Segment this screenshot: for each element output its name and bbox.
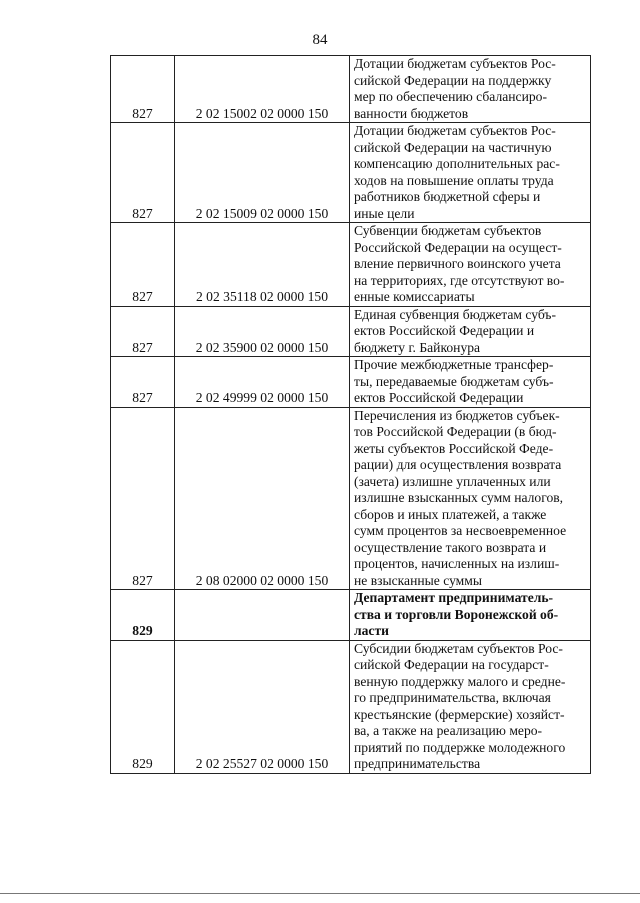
description-line: жеты субъектов Российской Феде- [354, 440, 554, 456]
revenue-description-cell [350, 123, 591, 223]
table-row [111, 223, 591, 307]
table-row [111, 123, 591, 223]
description-line: сийской Федерации на поддержку [354, 72, 552, 88]
revenue-description-cell [350, 640, 591, 773]
admin-code-cell: 827 [111, 407, 175, 590]
table-row [111, 640, 591, 773]
table-row [111, 306, 591, 357]
description-line: ства и торговли Воронежской об- [354, 606, 559, 622]
description-line: работников бюджетной сферы и [354, 189, 541, 204]
description-line: (зачета) излишне уплаченных или [354, 473, 551, 489]
description-line: Российской Федерации на осущест- [354, 239, 562, 255]
table-row [111, 407, 591, 590]
description-line: иные цели [354, 205, 415, 221]
description-line: Дотации бюджетам субъектов Рос- [354, 123, 556, 138]
description-line: вление первичного воинского учета [354, 256, 561, 271]
description-line: бюджету г. Байконура [354, 339, 481, 355]
description-line: ва, а также на реализацию меро- [354, 723, 543, 738]
revenue-description-cell [350, 357, 591, 408]
description-line: приятий по поддержке молодежного [354, 739, 566, 755]
description-line: компенсацию дополнительных рас- [354, 156, 560, 171]
description-line: не взысканные суммы [354, 572, 483, 588]
table-row [111, 56, 591, 123]
page-bottom-rule [0, 893, 640, 894]
budget-classification-code-cell: 2 08 02000 02 0000 150 [175, 407, 350, 590]
table-row [111, 357, 591, 408]
description-line: ходов на повышение оплаты труда [354, 172, 554, 188]
description-line: Прочие межбюджетные трансфер- [354, 357, 554, 372]
budget-classification-code-cell [175, 590, 350, 641]
description-line: венную поддержку малого и средне- [354, 673, 566, 689]
description-line: Единая субвенция бюджетам субъ- [354, 306, 556, 322]
description-line: рации) для осуществления возврата [354, 457, 562, 472]
description-line: ванности бюджетов [354, 105, 469, 121]
description-line: ектов Российской Федерации и [354, 323, 535, 338]
admin-code-cell: 827 [111, 56, 175, 123]
description-line: Дотации бюджетам субъектов Рос- [354, 56, 556, 71]
description-line: осуществление такого возврата и [354, 539, 547, 555]
admin-code-cell: 829 [111, 640, 175, 773]
description-line: тов Российской Федерации (в бюд- [354, 424, 557, 439]
admin-code-cell: 829 [111, 590, 175, 641]
description-line: сумм процентов за несвоевременное [354, 523, 567, 538]
description-line: сийской Федерации на государст- [354, 657, 549, 672]
revenue-description-cell [350, 223, 591, 307]
description-line: процентов, начисленных на излиш- [354, 556, 560, 571]
description-line: ектов Российской Федерации [354, 390, 524, 405]
description-line: го предпринимательства, включая [354, 690, 551, 705]
budget-classification-code-cell: 2 02 15002 02 0000 150 [175, 56, 350, 123]
admin-code-cell: 827 [111, 357, 175, 408]
description-line: ты, передаваемые бюджетам субъ- [354, 373, 554, 389]
description-line: Департамент предприниматель- [354, 590, 554, 605]
description-line: на территориях, где отсутствуют во- [354, 272, 565, 288]
admin-code-cell: 827 [111, 306, 175, 357]
description-line: мер по обеспечению сбалансиро- [354, 89, 547, 104]
budget-classification-code-cell: 2 02 35900 02 0000 150 [175, 306, 350, 357]
description-line: Субвенции бюджетам субъектов [354, 223, 542, 238]
budget-classification-code-cell: 2 02 49999 02 0000 150 [175, 357, 350, 408]
revenue-description-cell [350, 56, 591, 123]
description-line: ласти [354, 623, 389, 638]
description-line: сборов и иных платежей, а также [354, 506, 547, 522]
admin-code-cell: 827 [111, 123, 175, 223]
revenue-description-cell [350, 590, 591, 641]
budget-classification-code-cell: 2 02 35118 02 0000 150 [175, 223, 350, 307]
budget-classification-code-cell: 2 02 15009 02 0000 150 [175, 123, 350, 223]
revenue-description-cell [350, 306, 591, 357]
description-line: Субсидии бюджетам субъектов Рос- [354, 640, 563, 656]
description-line: крестьянские (фермерские) хозяйст- [354, 706, 565, 722]
page-number: 84 [312, 32, 328, 48]
description-line: енные комиссариаты [354, 289, 475, 304]
revenue-codes-table [110, 55, 591, 774]
description-line: сийской Федерации на частичную [354, 139, 552, 155]
revenue-description-cell [350, 407, 591, 590]
budget-classification-code-cell: 2 02 25527 02 0000 150 [175, 640, 350, 773]
description-line: Перечисления из бюджетов субъек- [354, 407, 560, 423]
description-line: предпринимательства [354, 756, 481, 771]
admin-code-cell: 827 [111, 223, 175, 307]
table-row [111, 590, 591, 641]
description-line: излишне взысканных сумм налогов, [354, 490, 564, 505]
